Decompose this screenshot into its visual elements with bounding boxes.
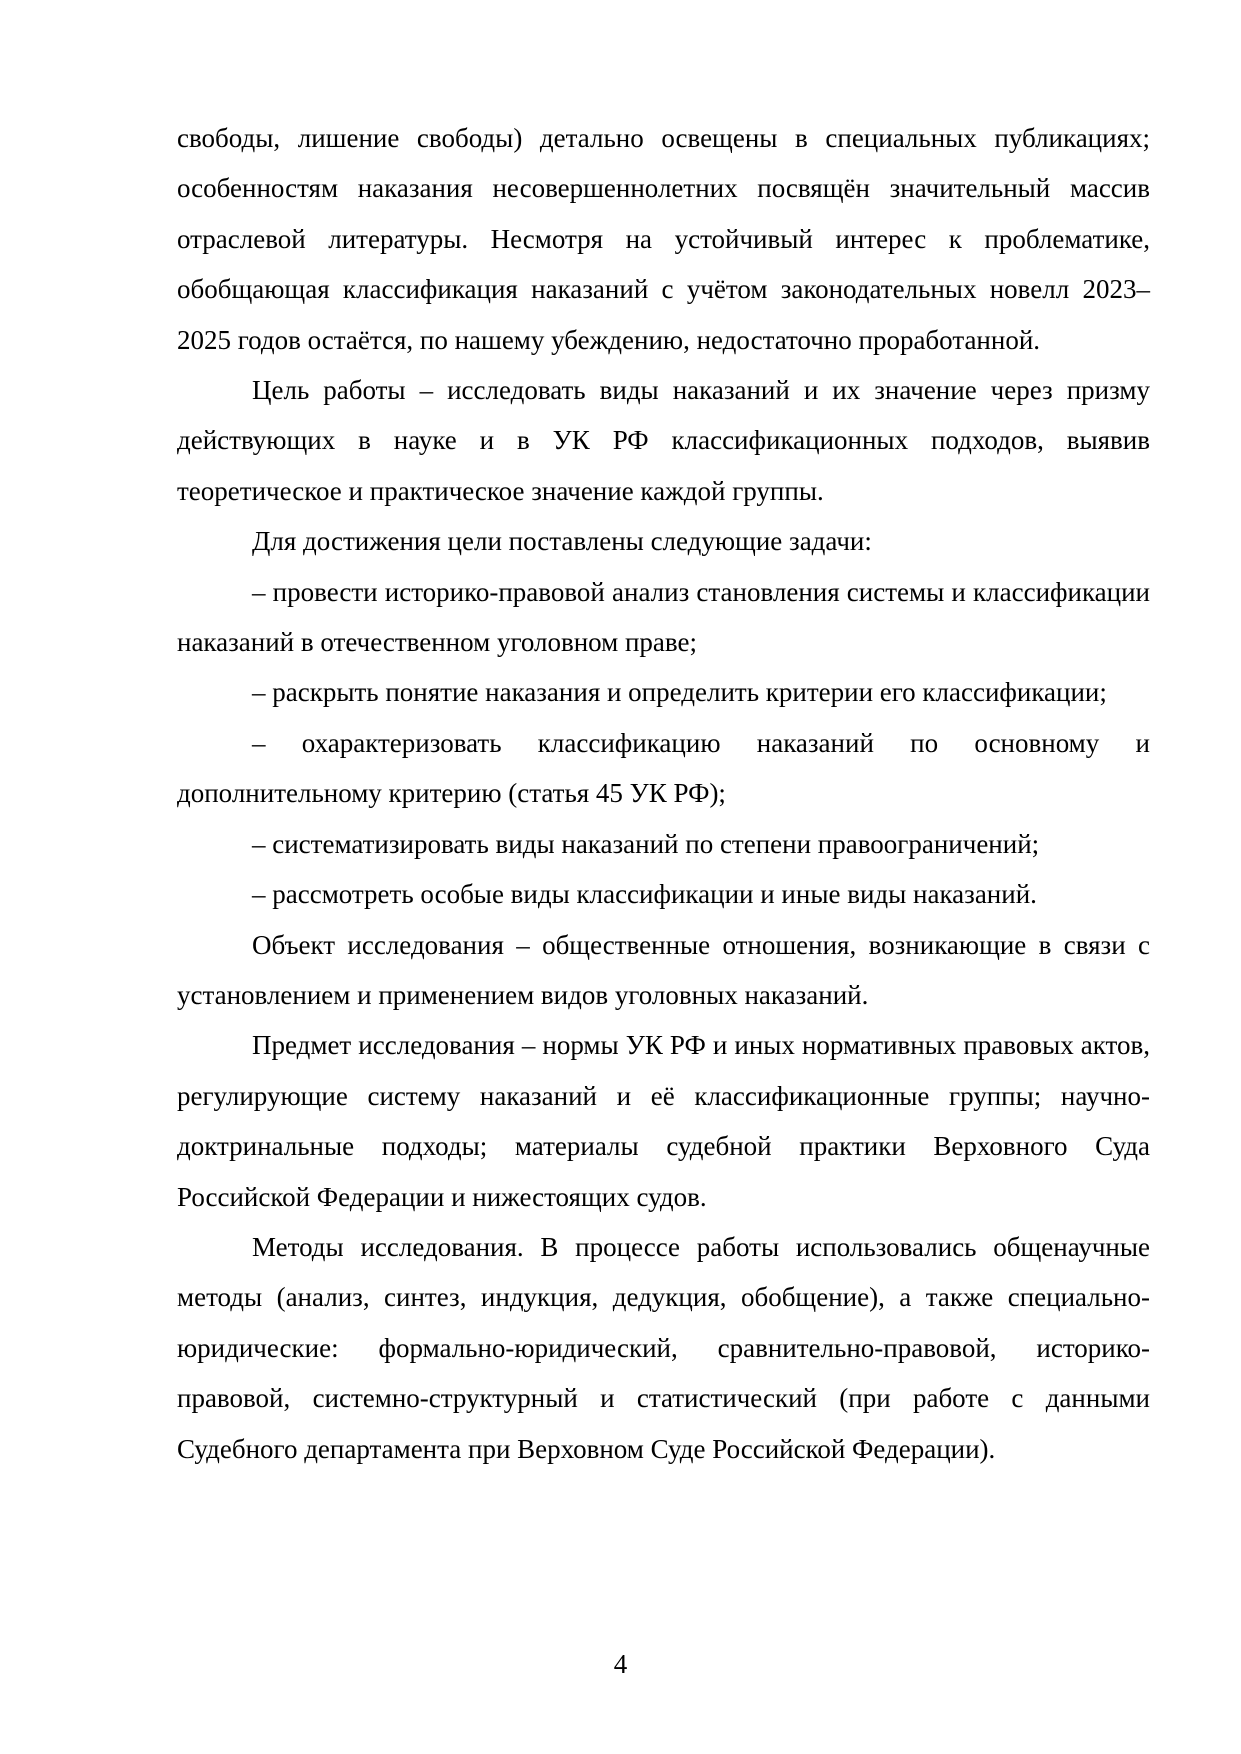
paragraph-subject: Предмет исследования – нормы УК РФ и иных нормативных правовых актов, регулирующие систему наказаний и её классификационные группы; научно-доктринальные подходы; материалы судебной практики Верховного Суда Российской Федерации и нижестоящих судов. bbox=[177, 1030, 1150, 1212]
task-item: – рассмотреть особые виды классификации и иные виды наказаний. bbox=[252, 879, 1037, 910]
body-text bbox=[177, 113, 1150, 1474]
paragraph-literature-review: свободы, лишение свободы) детально освещены в специальных публикациях; особенностям наказания несовершеннолетних посвящён значительный массив отраслевой литературы. Несмотря на устойчивый интерес к проблематике, обобщающая классификация наказаний с учётом законодательных новелл 2023–2025 годов остаётся, по нашему убеждению, недостаточно проработанной. bbox=[177, 123, 1150, 355]
paragraph-object: Объект исследования – общественные отношения, возникающие в связи с установлением и применением видов уголовных наказаний. bbox=[177, 929, 1150, 1010]
page-number: 4 bbox=[613, 1649, 628, 1679]
paragraph-methods: Методы исследования. В процессе работы использовались общенаучные методы (анализ, синтез, индукция, дедукция, обобщение), а также специально-юридические: формально-юридический, сравнительно-правовой, историко-правовой, системно-структурный и статистический (при работе с данными Судебного департамента при Верховном Суде Российской Федерации). bbox=[177, 1231, 1150, 1464]
task-item: – раскрыть понятие наказания и определить критерии его классификации; bbox=[252, 677, 1107, 708]
task-item: – систематизировать виды наказаний по степени правоограничений; bbox=[252, 828, 1040, 859]
task-item: – охарактеризовать классификацию наказаний по основному и дополнительному критерию (статья 45 УК РФ); bbox=[177, 727, 1150, 809]
paragraph-tasks-intro: Для достижения цели поставлены следующие задачи: bbox=[252, 526, 872, 557]
task-item: – провести историко-правовой анализ становления системы и классификации наказаний в отечественном уголовном праве; bbox=[177, 576, 1150, 658]
paragraph-goal: Цель работы – исследовать виды наказаний и их значение через призму действующих в науке и в УК РФ классификационных подходов, выявив теоретическое и практическое значение каждой группы. bbox=[177, 375, 1150, 506]
